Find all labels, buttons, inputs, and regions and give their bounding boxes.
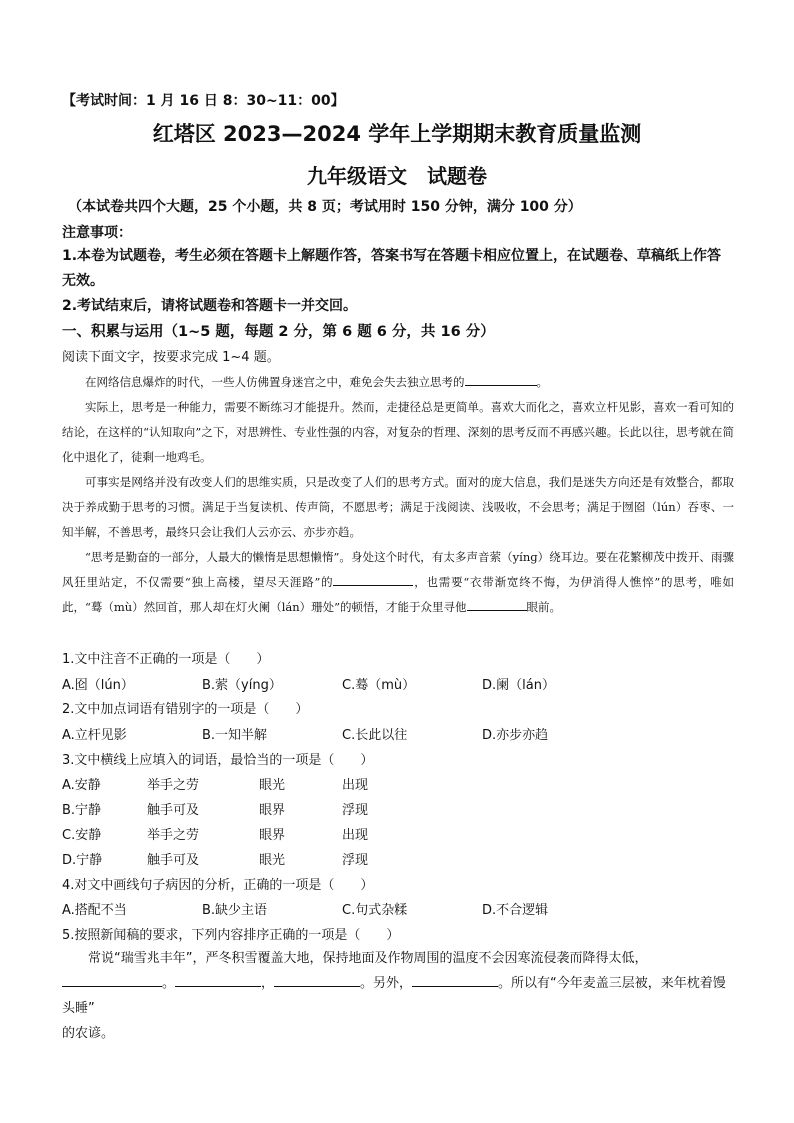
passage-p1-text: 在网络信息爆炸的时代，一些人仿佛置身迷宫之中，难免会失去独立思考的 [85,375,465,389]
passage-p1-end: 。 [536,375,548,389]
fill-blank-1 [465,373,537,386]
q1-option-b: B.萦（yíng） [202,678,282,693]
q5-sep-4: 。所以有“今年麦盖三层被，来年枕着馒头睡” [62,976,726,1016]
q1-option-a: A.囵（lún） [62,678,134,693]
q3-option-row-c [62,824,734,844]
q5-sep-2: ， [261,976,275,991]
q2-option-c: C.长此以往 [342,728,408,743]
question-2-options [62,724,734,744]
note-item-2: 2.考试结束后，请将试题卷和答题卡一并交回。 [62,298,358,314]
passage-paragraph-3: 可事实是网络并没有改变人们的思维实质，只是改变了人们的思考方式。面对的庞大信息，我们是迷失方向还是有效整合，都取决于养成勤于思考的习惯。满足于当复读机、传声筒，不愿思考；满足于浅阅读、浅吸收，不会思考；满足于囫囵（lún）吞枣、一知半解，不善思考，最终只会让我们人云亦云、亦步亦趋。 [62,475,734,539]
q1-option-d: D.阑（lán） [482,678,555,693]
q4-option-a: A.搭配不当 [62,903,127,918]
q1-option-c: C.蓦（mù） [342,678,416,693]
q3-a-word-4: 出现 [342,778,369,793]
question-4-stem: 4.对文中画线句子病因的分析，正确的一项是（ ） [62,878,374,893]
question-5-text [62,946,734,1046]
passage-p4-text-c: 眼前。 [526,600,562,614]
q5-blank-3 [274,974,360,987]
q4-option-b: B.缺少主语 [202,903,268,918]
q4-option-d: D.不合逻辑 [482,903,549,918]
q3-option-row-a [62,774,734,794]
reading-passage [62,370,734,620]
question-3-stem: 3.文中横线上应填入的词语，最恰当的一项是（ ） [62,753,374,768]
fill-blank-2 [333,573,413,586]
q5-paragraph [62,946,734,1021]
q3-d-word-1: D.宁静 [62,853,103,868]
notes-heading: 注意事项： [62,225,132,241]
exam-subtitle: 九年级语文 试题卷 [307,164,487,188]
q3-d-word-3: 眼光 [259,853,286,868]
q5-blank-2 [175,974,261,987]
question-2-stem: 2.文中加点词语有错别字的一项是（ ） [62,702,309,717]
q3-d-word-2: 触手可及 [147,853,200,868]
question-1-stem: 1.文中注音不正确的一项是（ ） [62,652,270,667]
q4-option-c: C.句式杂糅 [342,903,408,918]
q2-option-d: D.亦步亦趋 [482,728,549,743]
q3-a-word-2: 举手之劳 [147,778,200,793]
q5-sep-1: 。 [162,976,176,991]
q2-option-b: B.一知半解 [202,728,268,743]
q5-line-1: 常说“瑞雪兆丰年”，严冬积雪覆盖大地，保持地面及作物周围的温度不会因寒流侵袭而降得太低， [88,951,648,966]
exam-time: 【考试时间：1 月 16 日 8：30~11：00】 [62,93,345,109]
passage-paragraph-1 [62,370,734,395]
q3-b-word-2: 触手可及 [147,803,200,818]
q5-blank-4 [412,974,498,987]
passage-p4-text-b: ，也需要“衣带渐宽终不悔，为伊消得人憔悴”的思考，唯如此，“蓦（mù）然回首，那人却在灯火阑（lán）珊处”的顿悟，才能于众里寻他 [62,575,734,614]
q3-c-word-3: 眼界 [259,828,286,843]
note-item-1: 1.本卷为试题卷，考生必须在答题卡上解题作答，答案书写在答题卡相应位置上，在试题卷、草稿纸上作答无效。 [62,248,722,289]
q5-line-end: 的农谚。 [62,1026,115,1041]
q3-option-row-b [62,799,734,819]
q3-a-word-3: 眼光 [259,778,286,793]
q3-b-word-3: 眼界 [259,803,286,818]
question-4-options [62,899,734,919]
exam-info: （本试卷共四个大题，25 个小题，共 8 页；考试用时 150 分钟，满分 100 分） [68,199,582,215]
passage-paragraph-4 [62,545,734,620]
q3-c-word-4: 出现 [342,828,369,843]
q5-blank-1 [62,974,162,987]
reading-instruction: 阅读下面文字，按要求完成 1~4 题。 [62,350,280,365]
q3-c-word-2: 举手之劳 [147,828,200,843]
q3-option-row-d [62,849,734,869]
q5-sep-3: 。另外， [360,976,413,991]
q3-d-word-4: 浮现 [342,853,369,868]
q3-a-word-1: A.安静 [62,778,101,793]
q2-option-a: A.立杆见影 [62,728,127,743]
section-1-heading: 一、积累与运用（1~5 题，每题 2 分，第 6 题 6 分，共 16 分） [62,324,495,340]
q3-b-word-4: 浮现 [342,803,369,818]
fill-blank-3 [467,598,527,611]
passage-p4-text-a: “思考是勤奋的一部分，人最大的懒惰是思想懒惰”。身处这个时代，有太多声音萦（yínɡ）绕耳边。要在花繁柳茂中拨开、雨骤风狂里站定，不仅需要“独上高楼，望尽天涯路”的 [62,550,734,589]
question-5-stem: 5.按照新闻稿的要求，下列内容排序正确的一项是（ ） [62,928,400,943]
passage-paragraph-2: 实际上，思考是一种能力，需要不断练习才能提升。然而，走捷径总是更简单。喜欢大而化之，喜欢立杆见影，喜欢一看可知的结论，在这样的“认知取向”之下，对思辨性、专业性强的内容，对复杂的哲理、深刻的思考反而不再感兴趣。长此以往，思考就在简化中退化了，徒剩一地鸡毛。 [62,400,734,464]
question-1-options [62,674,734,694]
q3-b-word-1: B.宁静 [62,803,102,818]
exam-title: 红塔区 2023—2024 学年上学期期末教育质量监测 [152,122,642,146]
q3-c-word-1: C.安静 [62,828,102,843]
